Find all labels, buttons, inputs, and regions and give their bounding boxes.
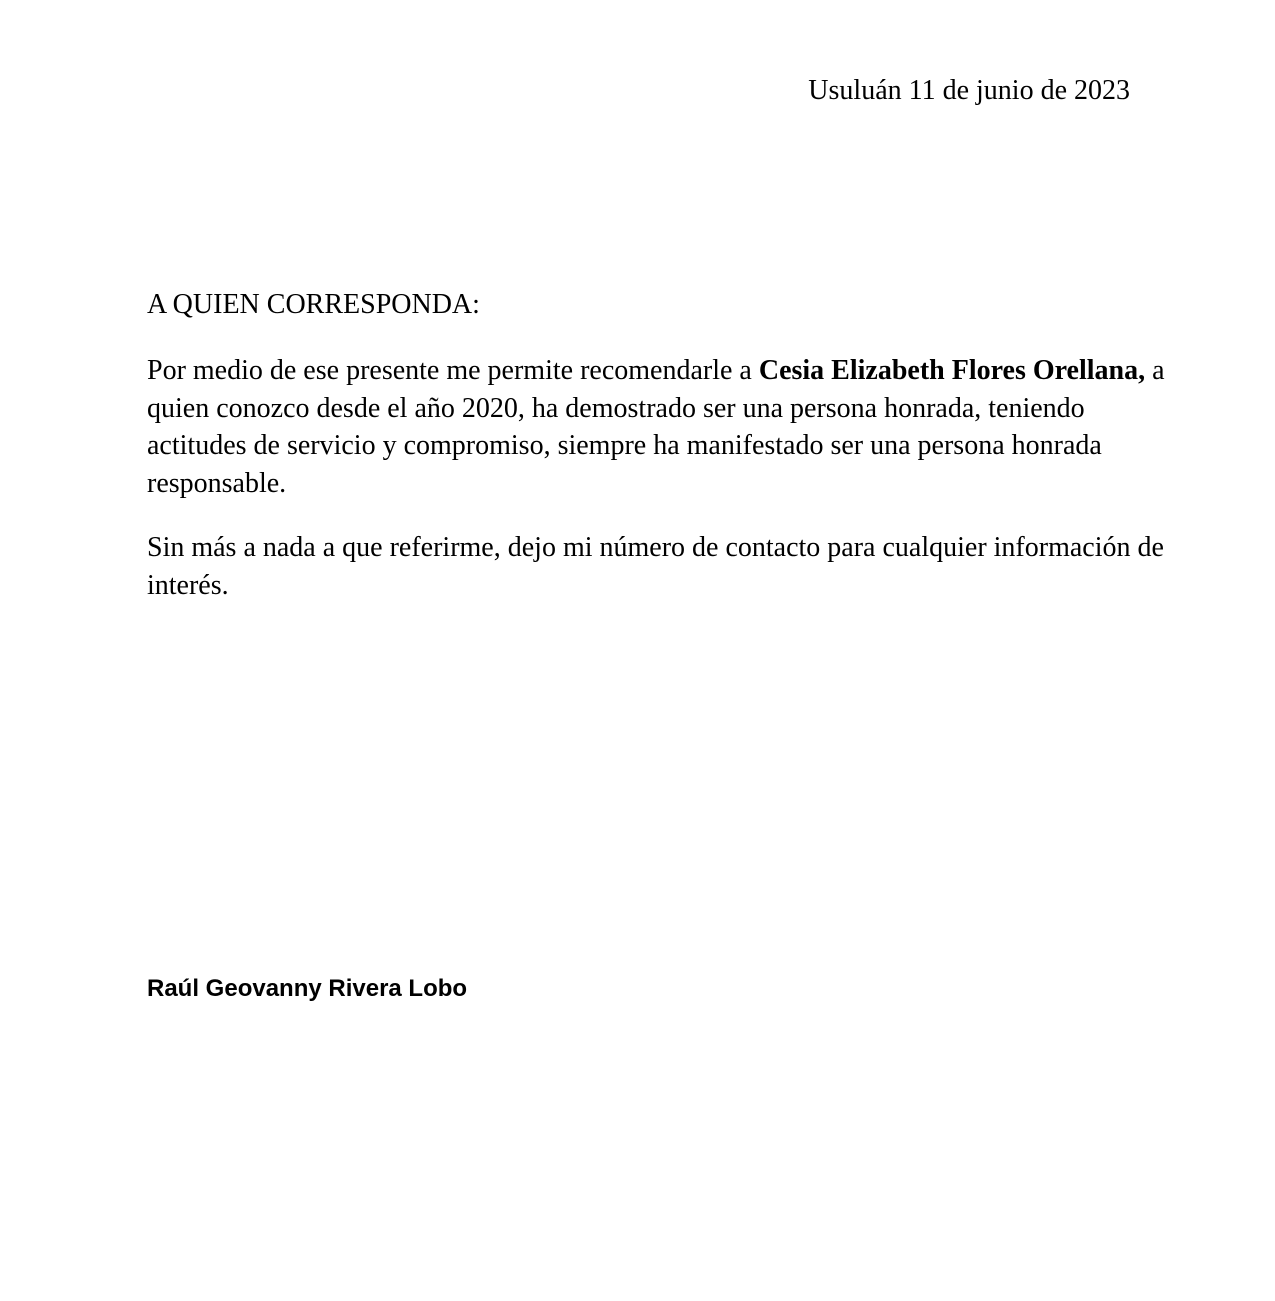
letter-paragraph-closing: Sin más a nada a que referirme, dejo mi número de contacto para cualquier información de interés. — [147, 532, 1164, 601]
letter-paragraph-recommendation — [147, 352, 1177, 502]
paragraph-lead-text: Por medio de ese presente me permite recomendarle a — [147, 355, 759, 386]
signature-name: Raúl Geovanny Rivera Lobo — [147, 975, 468, 1002]
letter-salutation: A QUIEN CORRESPONDA: — [147, 289, 480, 320]
letter-date: Usuluán 11 de junio de 2023 — [808, 75, 1130, 106]
recommended-person-name: Cesia Elizabeth Flores Orellana, — [758, 355, 1146, 386]
paragraph-rest-text: a quien conozco desde el año 2020, ha demostrado ser una persona honrada, teniendo actitudes de servicio y compromiso, siempre ha manifestado ser una persona honrada responsable. — [147, 355, 1165, 499]
